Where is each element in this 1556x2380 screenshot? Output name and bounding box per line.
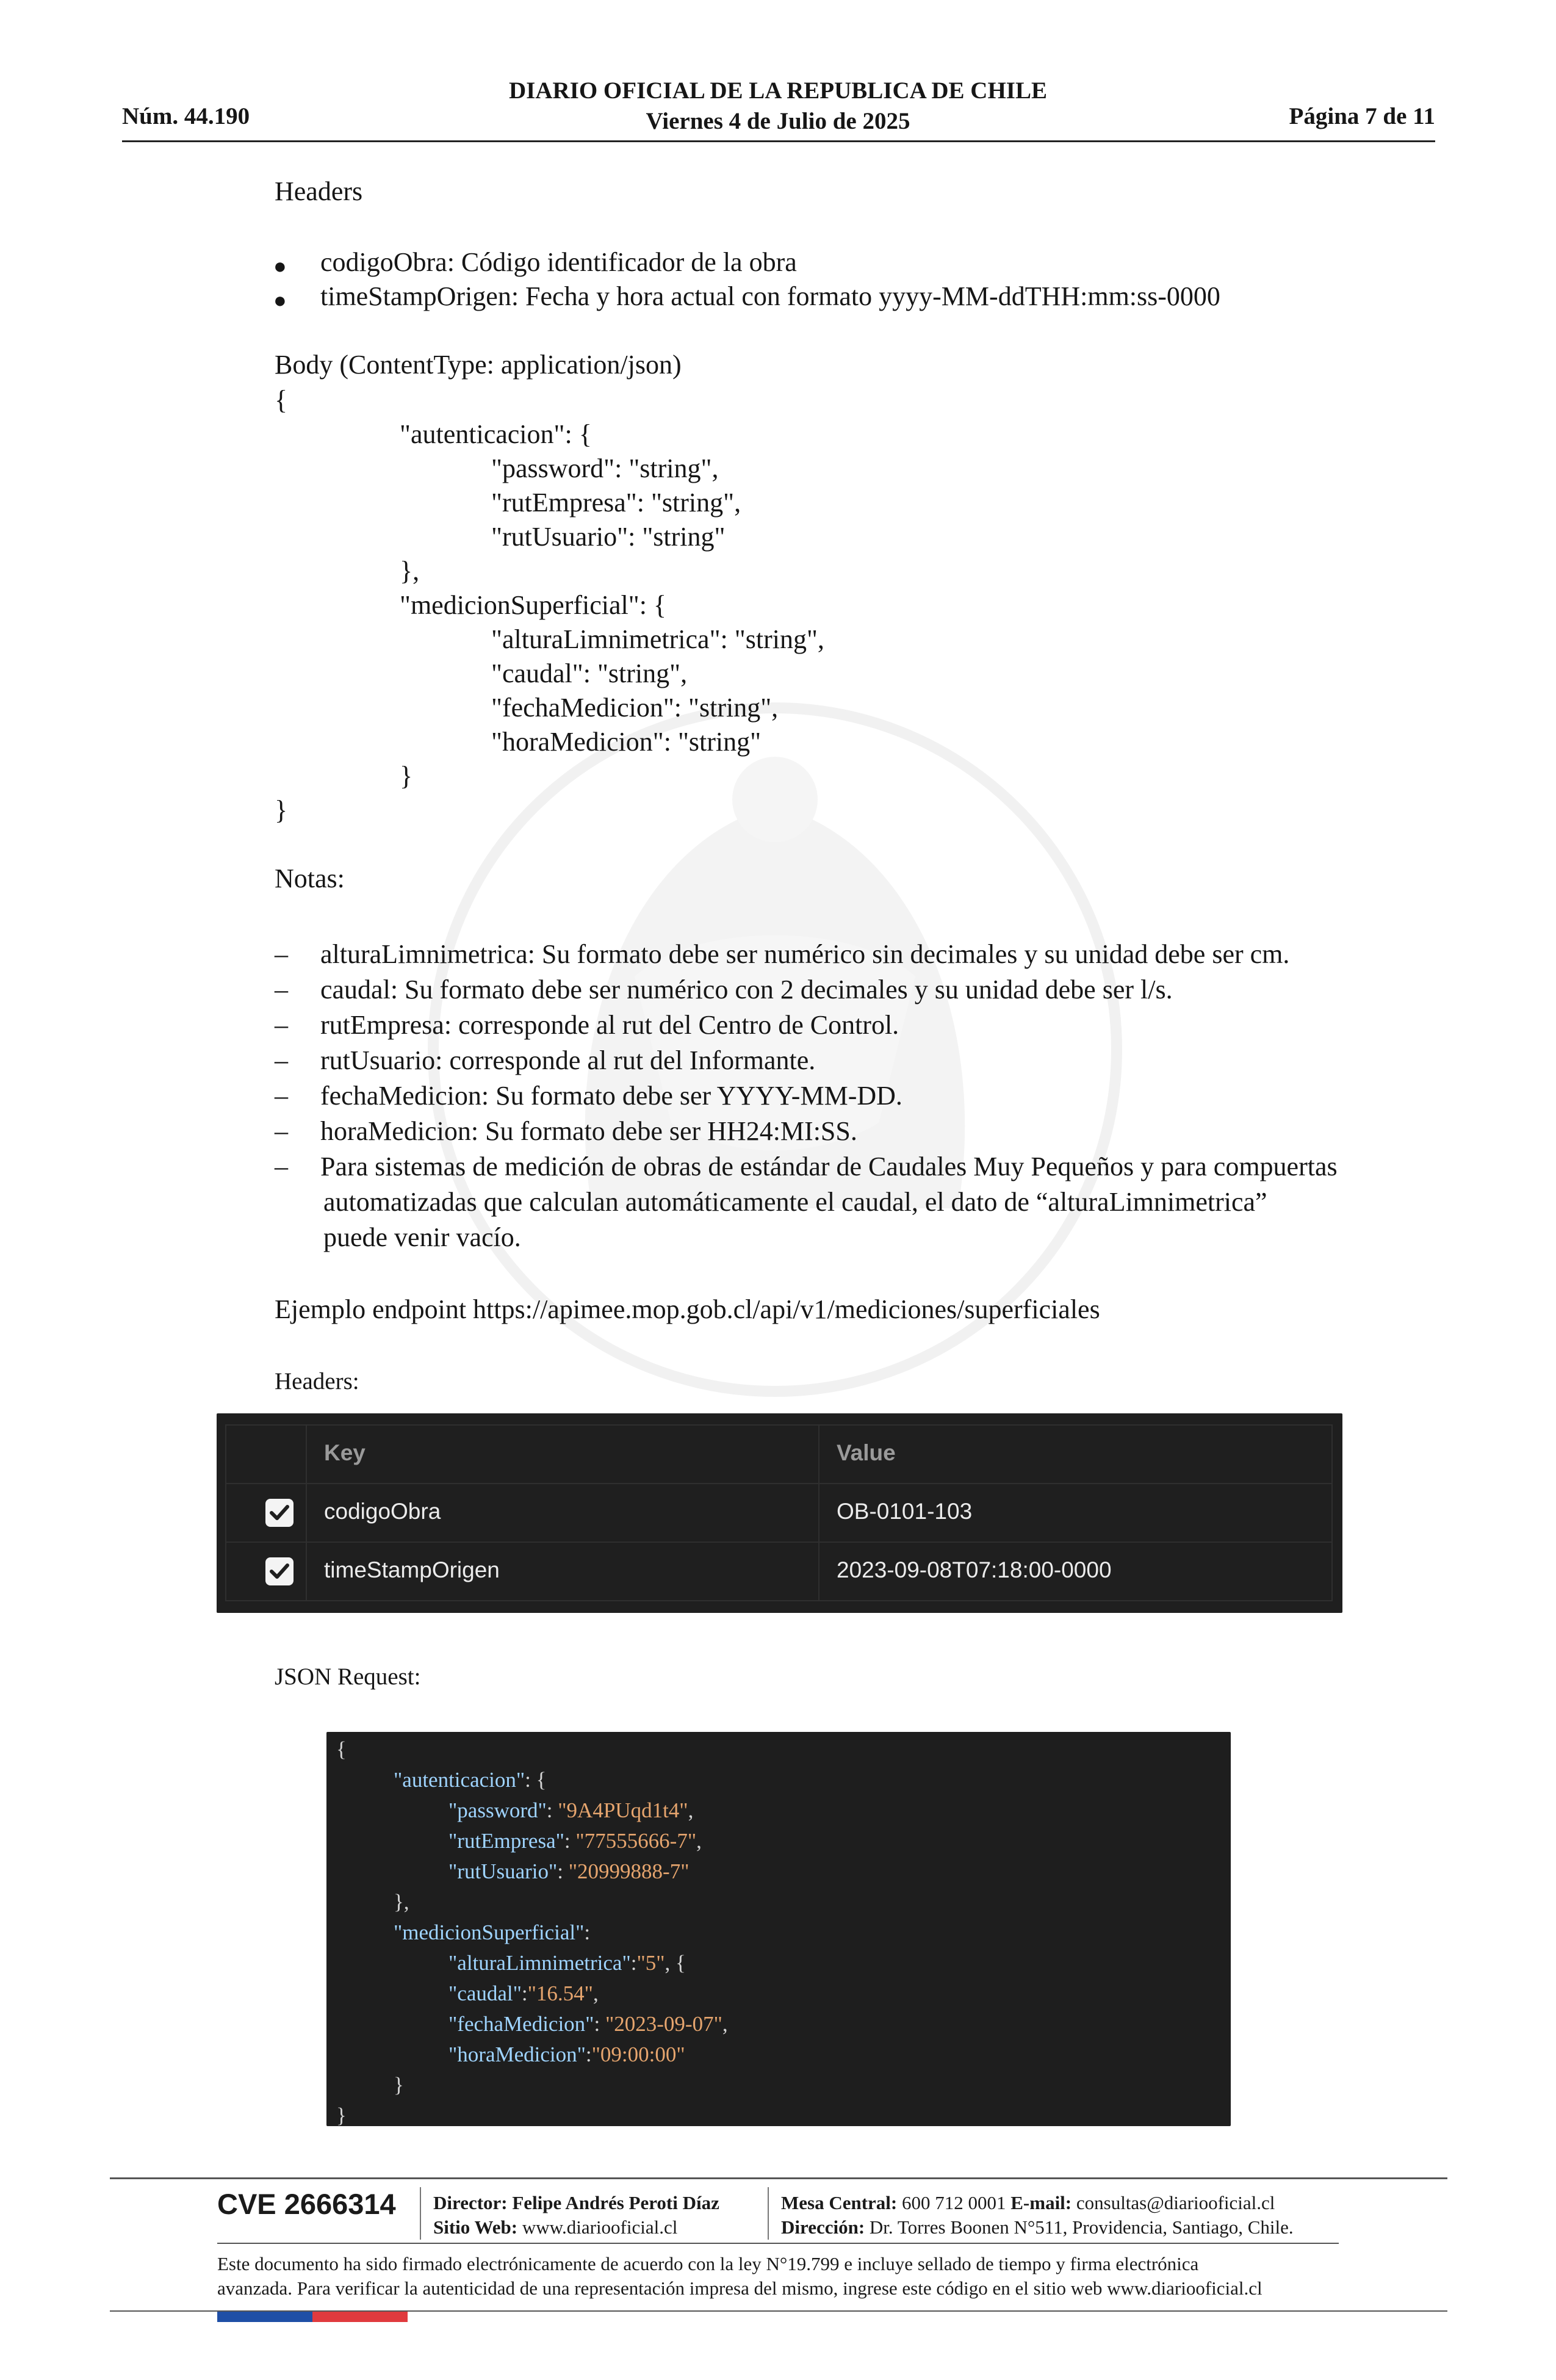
table-row-value: 2023-09-08T07:18:00-0000 — [837, 1557, 1112, 1582]
json-brace: }, — [394, 1890, 409, 1914]
note-item: rutUsuario: corresponde al rut del Informante. — [320, 1045, 816, 1075]
dash-icon: – — [275, 1045, 288, 1075]
footer-director: Director: Felipe Andrés Peroti Díaz Sitio Web: www.diariooficial.cl — [433, 2192, 719, 2238]
schema-line: { — [275, 385, 288, 415]
json-value: "20999888-7" — [568, 1859, 690, 1883]
checkbox-checked-icon[interactable] — [265, 1499, 294, 1527]
dash-icon: – — [275, 1010, 288, 1040]
dash-icon: – — [275, 975, 288, 1004]
page-number: Página 7 de 11 — [1289, 103, 1435, 129]
table-row-key: timeStampOrigen — [324, 1557, 500, 1582]
issue-number: Núm. 44.190 — [122, 103, 250, 129]
schema-line: "horaMedicion": "string" — [491, 727, 762, 757]
schema-line: "caudal": "string", — [491, 658, 688, 688]
schema-line: } — [275, 795, 288, 825]
flag-stripe-blue — [217, 2312, 312, 2322]
dash-icon: – — [275, 939, 288, 969]
schema-line: "rutUsuario": "string" — [491, 522, 726, 552]
json-brace: } — [336, 2104, 347, 2127]
json-request-code: { "autenticacion": { "password": "9A4PUqd1t4", "rutEmpresa": "77555666-7", "rutUsuario": "20999888-7" }, "medicionSuperficial": "alturaLimnimetrica":"5", { "caudal":"16.54", "fechaMedicion": "2023-09-07", "horaMedicion":"09:00:00" } } — [326, 1732, 1231, 2126]
dash-icon: – — [275, 1081, 288, 1111]
example-endpoint: Ejemplo endpoint https://apimee.mop.gob.cl/api/v1/mediciones/superficiales — [275, 1294, 1100, 1324]
bullet-icon: ● — [273, 254, 287, 278]
cve-code: CVE 2666314 — [217, 2188, 396, 2220]
bullet-icon: ● — [273, 288, 287, 312]
json-key: "rutUsuario" — [448, 1859, 558, 1883]
checkbox-checked-icon[interactable] — [265, 1557, 294, 1585]
json-value: "77555666-7" — [575, 1829, 697, 1853]
column-header-value: Value — [837, 1440, 896, 1465]
masthead-title: DIARIO OFICIAL DE LA REPUBLICA DE CHILE — [508, 78, 1047, 104]
schema-line: } — [400, 761, 413, 791]
header-divider — [122, 140, 1435, 142]
note-item: alturaLimnimetrica: Su formato debe ser numérico sin decimales y su unidad debe ser cm. — [320, 939, 1290, 969]
schema-line: "rutEmpresa": "string", — [491, 488, 741, 517]
json-key: "medicionSuperficial" — [394, 1920, 585, 1944]
note-item: caudal: Su formato debe ser numérico con 2 decimales y su unidad debe ser l/s. — [320, 975, 1173, 1004]
schema-line: "alturaLimnimetrica": "string", — [491, 624, 824, 654]
json-key: "caudal" — [448, 1982, 522, 2005]
note-item: fechaMedicion: Su formato debe ser YYYY-MM-DD. — [320, 1081, 902, 1111]
footer-email-link[interactable]: consultas@diariooficial.cl — [1076, 2192, 1275, 2213]
schema-line: }, — [400, 556, 420, 586]
flag-stripe-red — [312, 2312, 408, 2322]
headers-item: timeStampOrigen: Fecha y hora actual con formato yyyy-MM-ddTHH:mm:ss-0000 — [320, 281, 1220, 311]
json-key: "alturaLimnimetrica" — [448, 1951, 631, 1975]
json-value: "09:00:00" — [591, 2043, 685, 2066]
footer-divider — [110, 2177, 1447, 2179]
schema-line: "medicionSuperficial": { — [400, 590, 667, 620]
notes-heading: Notas: — [275, 864, 345, 893]
table-row-key: codigoObra — [324, 1499, 441, 1524]
dash-icon: – — [275, 1116, 288, 1146]
headers-item: codigoObra: Código identificador de la obra — [320, 247, 797, 277]
example-headers-label: Headers: — [275, 1368, 359, 1394]
footer-inner-divider — [217, 2243, 1339, 2244]
json-brace: { — [336, 1737, 347, 1761]
note-item: horaMedicion: Su formato debe ser HH24:MI:SS. — [320, 1116, 857, 1146]
note-item: rutEmpresa: corresponde al rut del Centro de Control. — [320, 1010, 899, 1040]
json-key: "horaMedicion" — [448, 2043, 586, 2066]
json-value: "2023-09-07" — [605, 2012, 722, 2036]
headers-table — [217, 1413, 1342, 1613]
table-row-value: OB-0101-103 — [837, 1499, 973, 1524]
body-heading: Body (ContentType: application/json) — [275, 350, 682, 380]
note-item-continued: automatizadas que calculan automáticamente el caudal, el dato de “alturaLimnimetrica” — [323, 1187, 1267, 1217]
json-request-label: JSON Request: — [275, 1664, 421, 1690]
headers-heading: Headers — [275, 176, 363, 206]
schema-line: "password": "string", — [491, 453, 719, 483]
json-key: "autenticacion" — [394, 1768, 525, 1792]
schema-line: "fechaMedicion": "string", — [491, 693, 779, 723]
json-brace: } — [394, 2073, 404, 2097]
footer-contact: Mesa Central: 600 712 0001 E-mail: consultas@diariooficial.cl Dirección: Dr. Torres Boonen N°511, Providencia, Santiago, Chile. — [781, 2192, 1294, 2238]
column-header-key: Key — [324, 1440, 366, 1465]
schema-line: "autenticacion": { — [400, 419, 592, 449]
dash-icon: – — [275, 1152, 288, 1181]
footer-separator — [768, 2187, 769, 2240]
json-key: "password" — [448, 1798, 547, 1822]
masthead-date: Viernes 4 de Julio de 2025 — [646, 108, 910, 134]
json-value: "5" — [636, 1951, 665, 1975]
footer-website-link[interactable]: www.diariooficial.cl — [522, 2216, 678, 2238]
note-item: Para sistemas de medición de obras de estándar de Caudales Muy Pequeños y para compuertas — [320, 1152, 1338, 1181]
json-value: "9A4PUqd1t4" — [558, 1798, 688, 1822]
json-key: "rutEmpresa" — [448, 1829, 564, 1853]
note-item-continued: puede venir vacío. — [323, 1222, 521, 1252]
json-key: "fechaMedicion" — [448, 2012, 594, 2036]
footer-legal-text: Este documento ha sido firmado electrónicamente de acuerdo con la ley N°19.799 e incluye sellado de tiempo y firma electrónica avanzada. Para verificar la autenticidad de una representación impresa del mismo, ingrese este código en el sitio web www.diariooficial.cl — [217, 2253, 1262, 2299]
json-value: "16.54" — [527, 1982, 593, 2005]
footer-separator — [420, 2187, 421, 2240]
